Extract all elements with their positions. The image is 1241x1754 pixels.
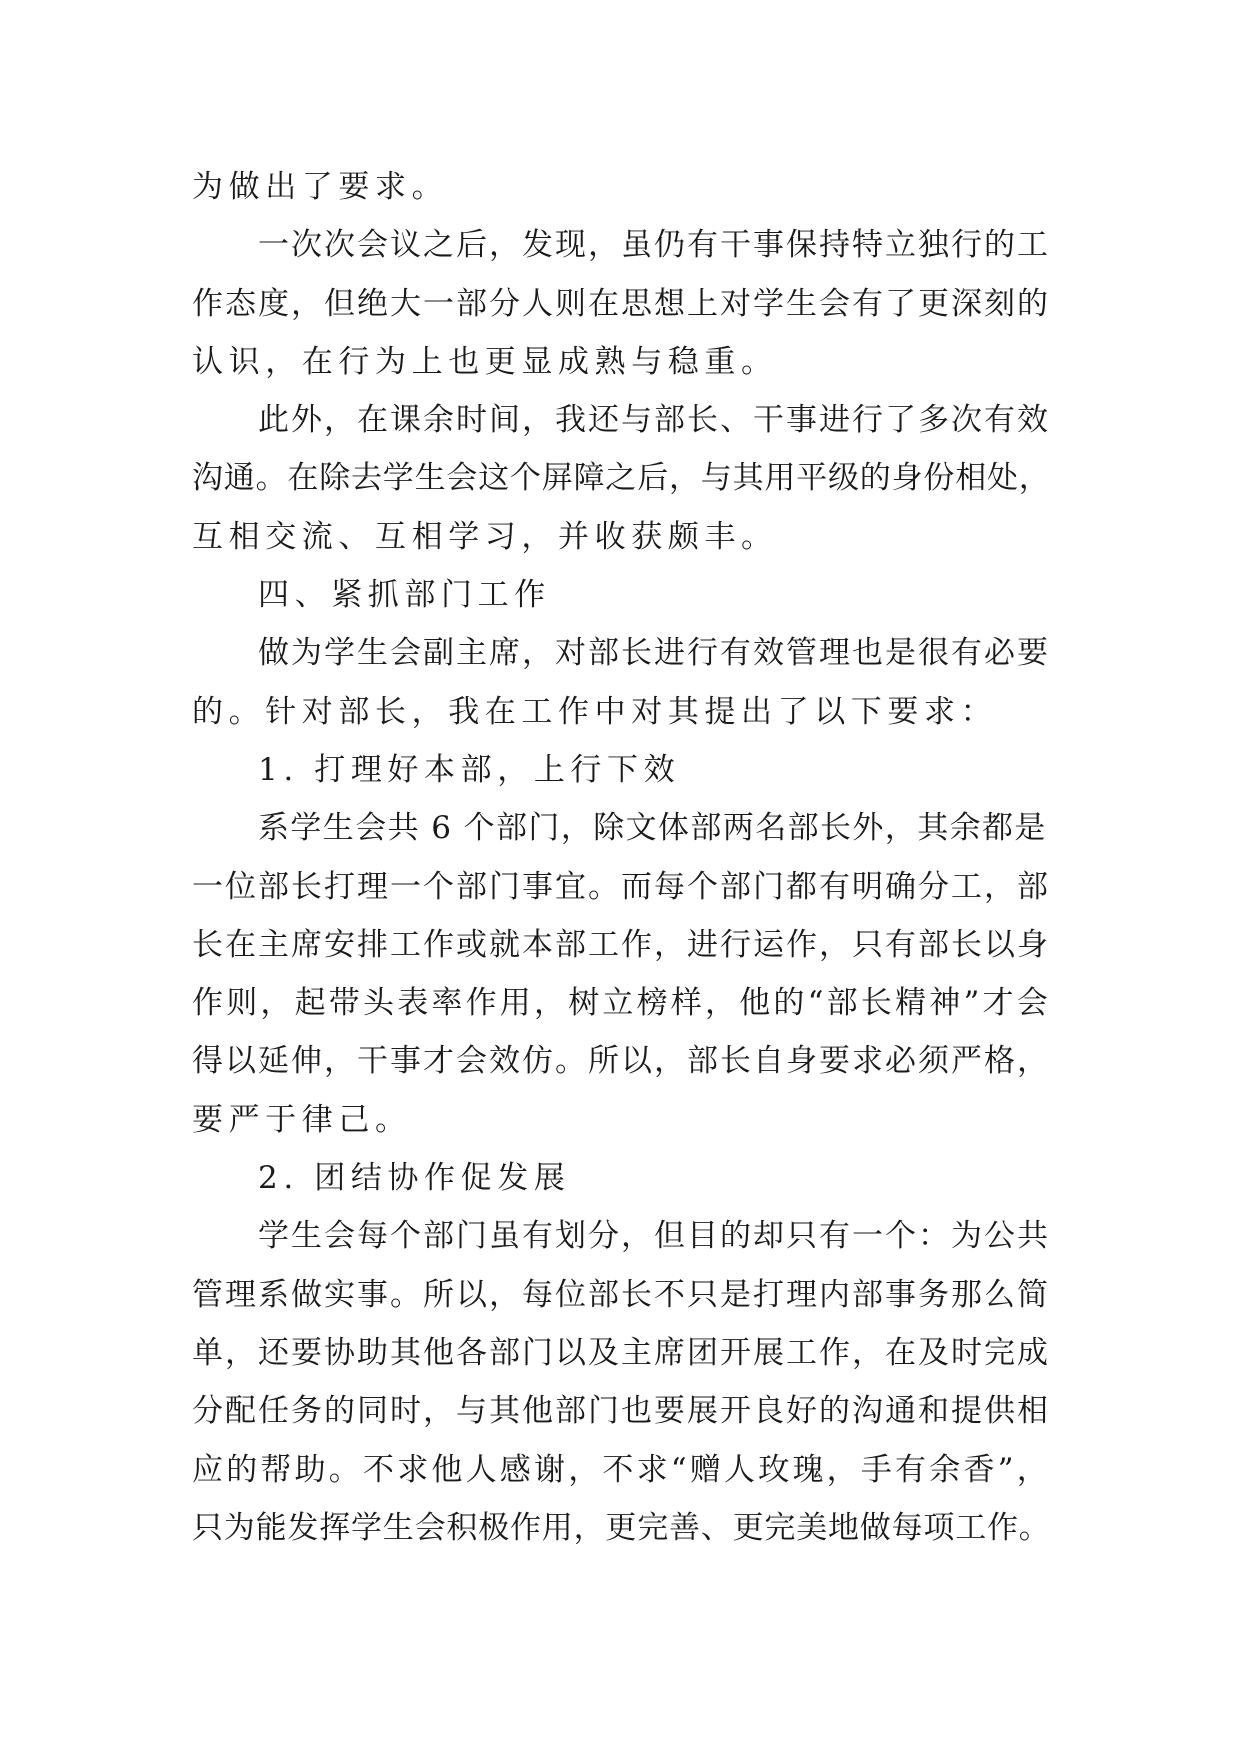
text-line: 学生会每个部门虽有划分，但目的却只有一个：为公共 — [258, 1218, 1050, 1255]
text-line: 为做出了要求。 — [192, 169, 449, 205]
text-line: 应的帮助。不求他人感谢，不求“赠人玫瑰，手有余香”， — [192, 1451, 1051, 1488]
text-line: 认识，在行为上也更显成熟与稳重。 — [192, 343, 778, 380]
text-line: 沟通。在除去学生会这个屏障之后，与其用平级的身份相处， — [192, 460, 1051, 497]
text-line: 分配任务的同时，与其他部门也要展开良好的沟通和提供相 — [192, 1393, 1050, 1430]
text-line: 作态度，但绝大一部分人则在思想上对学生会有了更深刻的 — [192, 285, 1050, 322]
section-heading: 四、紧抓部门工作 — [258, 577, 551, 614]
subsection-heading: 2. 团结协作促发展 — [258, 1160, 571, 1197]
text-line: 长在主席安排工作或就本部工作，进行运作，只有部长以身 — [192, 926, 1050, 963]
subsection-heading: 1. 打理好本部，上行下效 — [258, 751, 681, 788]
text-line: 系学生会共 6 个部门，除文体部两名部长外，其余都是 — [258, 810, 1047, 847]
text-line: 得以延伸，干事才会效仿。所以，部长自身要求必须严格， — [192, 1043, 1050, 1080]
text-line: 单，还要协助其他各部门以及主席团开展工作，在及时完成 — [192, 1334, 1050, 1371]
text-line: 做为学生会副主席，对部长进行有效管理也是很有必要 — [258, 635, 1050, 672]
text-line: 要严于律己。 — [192, 1101, 412, 1138]
text-line: 管理系做实事。所以，每位部长不只是打理内部事务那么简 — [192, 1276, 1050, 1313]
text-line: 作则，起带头表率作用，树立榜样，他的“部长精神”才会 — [192, 985, 1051, 1022]
text-line: 互相交流、互相学习，并收获颇丰。 — [192, 518, 778, 555]
text-line: 的。针对部长，我在工作中对其提出了以下要求： — [192, 693, 998, 730]
text-line: 只为能发挥学生会积极作用，更完善、更完美地做每项工作。 — [192, 1509, 1051, 1546]
text-line: 一位部长打理一个部门事宜。而每个部门都有明确分工，部 — [192, 868, 1050, 905]
document-body — [192, 158, 1052, 1557]
text-line: 此外，在课余时间，我还与部长、干事进行了多次有效 — [258, 402, 1050, 439]
text-line: 一次次会议之后，发现，虽仍有干事保持特立独行的工 — [258, 227, 1050, 264]
